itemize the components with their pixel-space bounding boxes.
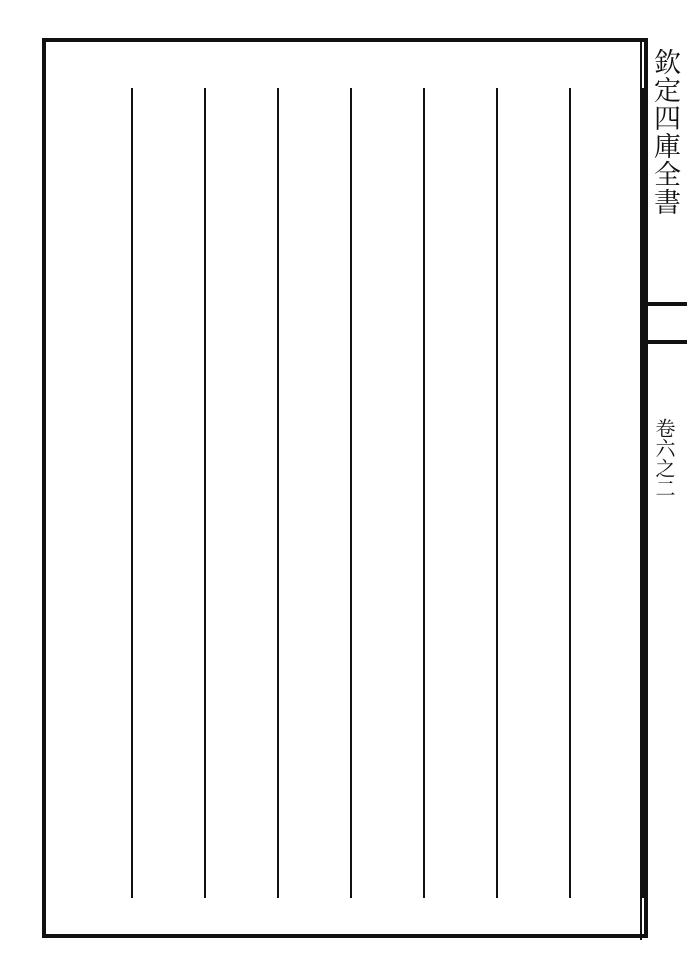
text-column-7 xyxy=(133,88,206,898)
text-column-1 xyxy=(571,88,644,898)
margin-rule-top xyxy=(642,302,687,306)
text-column-3 xyxy=(425,88,498,898)
text-frame xyxy=(42,38,648,938)
text-column-8 xyxy=(56,88,133,898)
margin-rule-bottom xyxy=(642,340,687,344)
text-column-5 xyxy=(279,88,352,898)
text-column-4 xyxy=(352,88,425,898)
volume-label: 卷六之二 xyxy=(652,418,676,498)
book-title: 欽定四庫全書 xyxy=(649,48,680,216)
text-column-2 xyxy=(498,88,571,898)
page-margin xyxy=(640,40,687,940)
text-column-6 xyxy=(206,88,279,898)
